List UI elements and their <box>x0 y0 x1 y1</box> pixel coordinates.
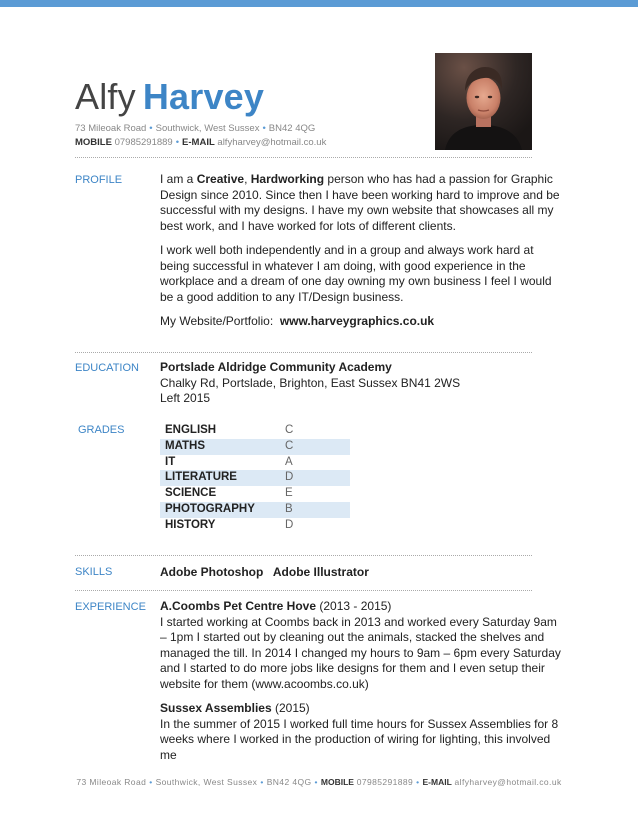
grade-value: D <box>285 471 294 484</box>
job-dates: (2013 - 2015) <box>319 599 392 613</box>
bullet-dot-icon: • <box>260 777 264 787</box>
grade-value: E <box>285 487 293 500</box>
header-contact <box>75 137 326 148</box>
grade-row <box>160 486 350 502</box>
skills-list <box>160 565 560 581</box>
profile-paragraph-1 <box>160 172 565 234</box>
profile-keyword-hardworking: Hardworking <box>250 172 325 186</box>
school-left-year: Left 2015 <box>160 391 211 405</box>
profile-photo-image <box>435 53 532 150</box>
address-town: Southwick, West Sussex <box>155 123 260 134</box>
mobile-number: 07985291889 <box>114 137 173 148</box>
footer-email[interactable]: alfyharvey@hotmail.co.uk <box>454 777 562 787</box>
bullet-dot-icon: • <box>262 123 266 134</box>
experience-list <box>160 599 565 763</box>
footer-mobile: 07985291889 <box>356 777 414 787</box>
job-heading <box>160 701 565 717</box>
address-street: 73 Mileoak Road <box>75 123 147 134</box>
profile-photo <box>435 53 532 150</box>
grade-subject: HISTORY <box>165 518 216 531</box>
footer-postcode: BN42 4QG <box>266 777 312 787</box>
resume-name <box>75 75 264 119</box>
experience-label: EXPERIENCE <box>75 601 146 613</box>
grade-subject: PHOTOGRAPHY <box>165 502 255 515</box>
grade-value: A <box>285 455 293 468</box>
school-address: Chalky Rd, Portslade, Brighton, East Sussex BN41 2WS <box>160 375 461 390</box>
mobile-label: MOBILE <box>75 137 112 148</box>
top-accent-bar <box>0 0 638 7</box>
section-divider <box>75 157 532 158</box>
grade-value: B <box>285 502 293 515</box>
grade-subject: IT <box>165 455 176 468</box>
bullet-dot-icon: • <box>416 777 420 787</box>
grades-label: GRADES <box>78 424 125 436</box>
grade-value: C <box>285 424 294 436</box>
section-divider <box>75 590 532 591</box>
grades-table <box>160 423 350 534</box>
skill-item: Adobe Illustrator <box>272 565 369 579</box>
section-divider <box>75 555 532 556</box>
website-label: My Website/Portfolio: <box>160 314 274 328</box>
footer-mobile-label: MOBILE <box>320 777 354 787</box>
grade-value: C <box>285 439 294 452</box>
job-description: I started working at Coombs back in 2013 and worked every Saturday 9am – 1pm I started out by cleaning out the animals, stacked the shelves and managed the till. In 2014 I changed my hours to 9am – 6pm every Saturday and I started to do more jobs like designs for them and I even setup their website for them (www.acoombs.co.uk) <box>160 614 561 691</box>
grade-subject: LITERATURE <box>165 471 237 484</box>
profile-text-part: , <box>244 172 251 186</box>
job-description: In the summer of 2015 I worked full time hours for Sussex Assemblies for 8 weeks where I worked in the production of wiring for lighting, this involved me <box>160 716 559 762</box>
first-name: Alfy <box>75 76 136 117</box>
skill-item: Adobe Photoshop <box>160 565 264 579</box>
bullet-dot-icon: • <box>149 123 153 134</box>
job-dates: (2015) <box>274 701 310 715</box>
grade-row <box>160 502 350 518</box>
education-text <box>160 360 560 407</box>
footer-email-label: E-MAIL <box>422 777 452 787</box>
bullet-dot-icon: • <box>314 777 318 787</box>
school-name: Portslade Aldridge Community Academy <box>160 360 392 374</box>
address-postcode: BN42 4QG <box>268 123 316 134</box>
grade-row <box>160 518 350 534</box>
education-label: EDUCATION <box>75 362 139 374</box>
profile-text-part: I am a <box>160 172 197 186</box>
grade-subject: SCIENCE <box>165 487 217 500</box>
bullet-dot-icon: • <box>149 777 153 787</box>
grade-value: D <box>285 518 294 531</box>
profile-text-part: person who has had a passion for Graphic Design since 2010. Since then I have been working hard to improve and be successful with my designs. I have my own website that showcases all my best work, and I have worked for lots of different clients. <box>160 172 560 233</box>
grade-subject: MATHS <box>165 439 206 452</box>
website-line <box>160 314 565 330</box>
profile-paragraph-2: I work well both independently and in a group and always work hard at being successful in whatever I am doing, with good experience in the workplace and a dream of one day owning my own business I feel I would be a good addition to any IT/Design business. <box>160 243 552 304</box>
bullet-dot-icon: • <box>175 137 180 148</box>
skills-label: SKILLS <box>75 566 113 578</box>
footer-street: 73 Mileoak Road <box>76 777 147 787</box>
job-heading <box>160 599 565 615</box>
job-title: Sussex Assemblies <box>160 701 272 715</box>
profile-label: PROFILE <box>75 174 123 186</box>
section-divider <box>75 352 532 353</box>
header-address <box>75 123 315 134</box>
grade-row <box>160 423 350 439</box>
email-label: E-MAIL <box>182 137 215 148</box>
page-footer <box>0 777 638 787</box>
website-link[interactable]: www.harveygraphics.co.uk <box>279 314 435 328</box>
grade-row <box>160 455 350 471</box>
profile-keyword-creative: Creative <box>196 172 245 186</box>
grade-subject: ENGLISH <box>165 424 217 436</box>
footer-town: Southwick, West Sussex <box>155 777 258 787</box>
email-address[interactable]: alfyharvey@hotmail.co.uk <box>217 137 327 148</box>
profile-text <box>160 172 565 330</box>
grade-row <box>160 470 350 486</box>
last-name: Harvey <box>142 76 265 117</box>
job-title: A.Coombs Pet Centre Hove <box>160 599 317 613</box>
grade-row <box>160 439 350 455</box>
